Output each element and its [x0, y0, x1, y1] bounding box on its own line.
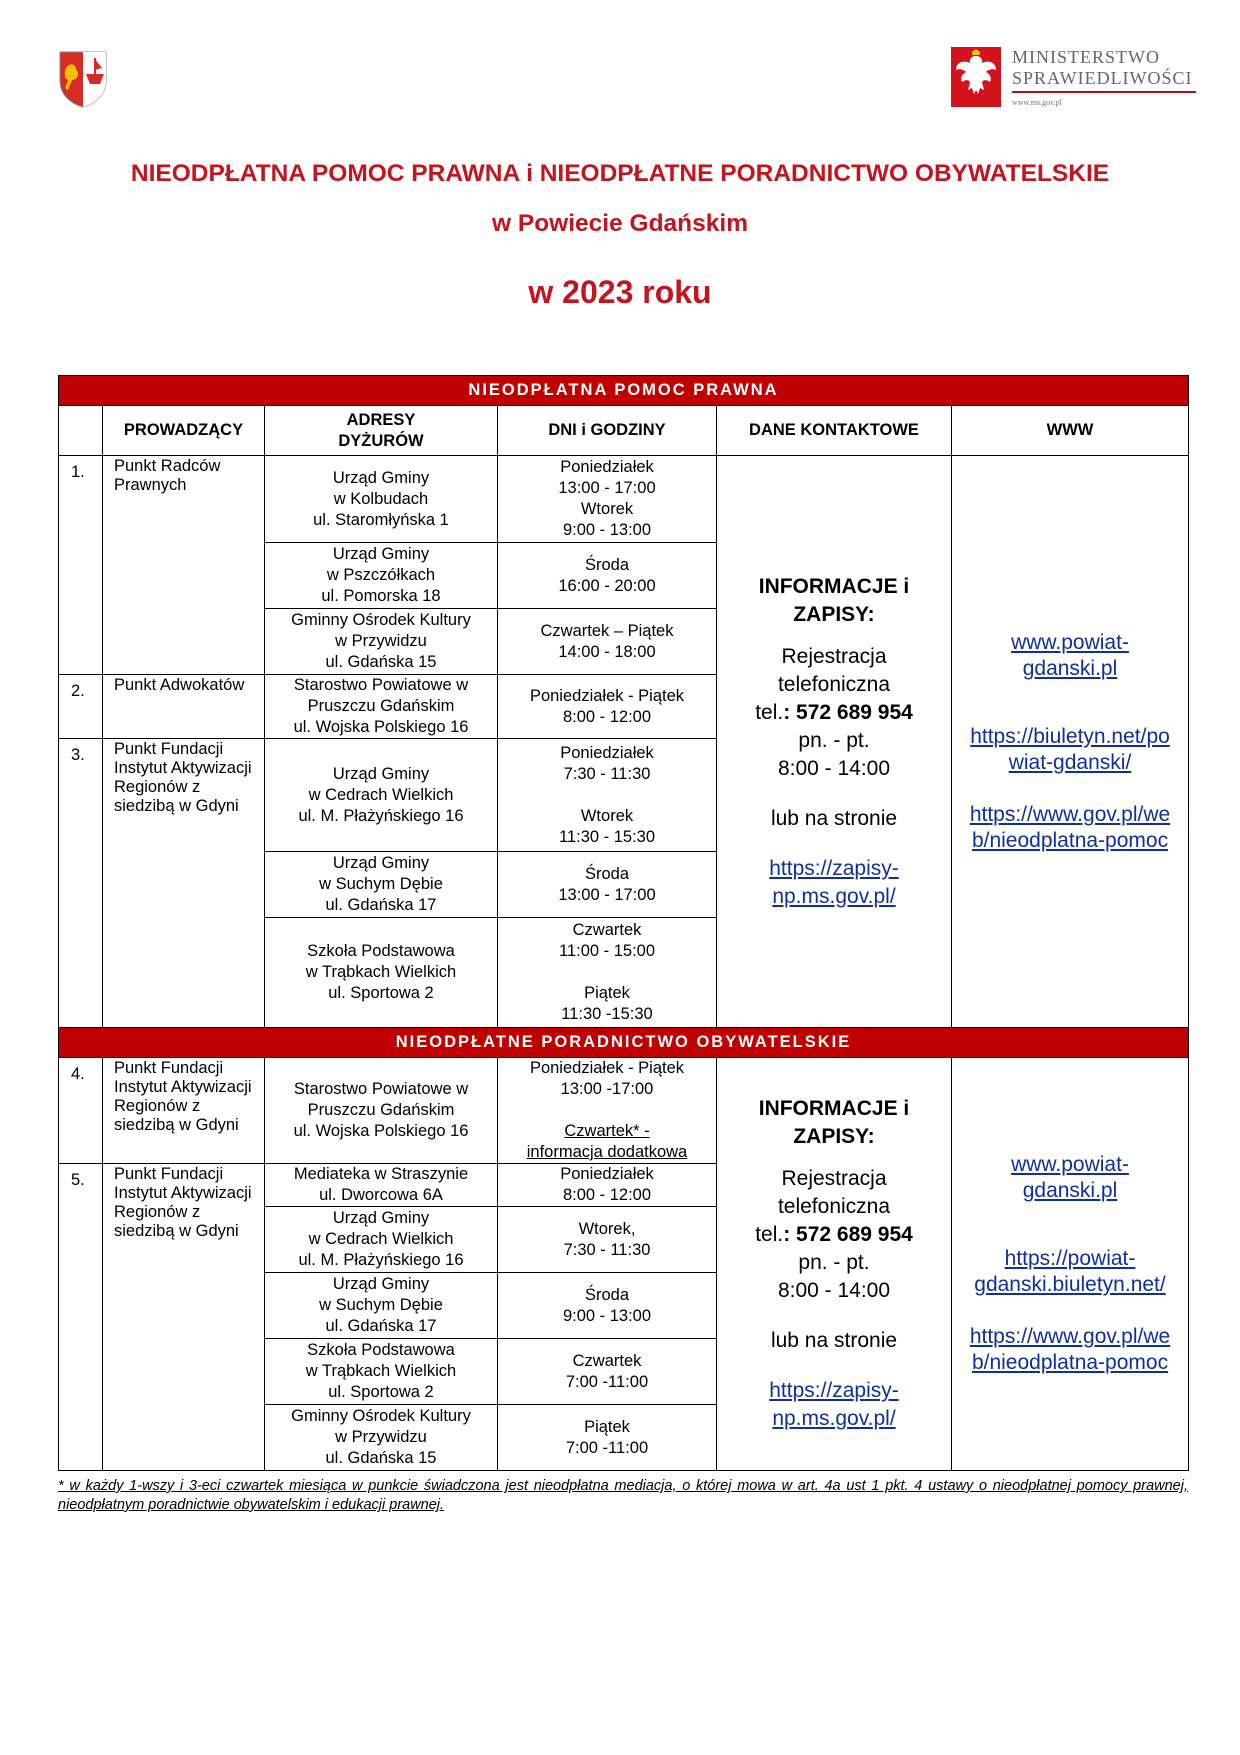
zapisy-link[interactable] [717, 1377, 951, 1433]
footnote: * w każdy 1-wszy i 3-eci czwartek miesiąca w punkcie świadczona jest nieodpłatna mediacja, o której mowa w art. 4a ust 1 pkt. 4 ustawy o nieodpłatnej pomocy prawnej, nieodpłatnym poradnictwie obywatelskim i edukacji prawnej. [58, 1478, 1188, 1513]
address-cell [265, 543, 498, 609]
address-line: Urząd Gminy [332, 1209, 430, 1227]
contact-registration-line2: telefoniczna [777, 672, 891, 696]
hours-cell [498, 1405, 717, 1471]
hours-cell [498, 739, 717, 852]
hours-cell [498, 852, 717, 918]
provider-cell [103, 1164, 265, 1471]
address-line: w Przywidzu [335, 632, 427, 650]
address-line: w Trąbkach Wielkich [305, 1362, 457, 1380]
hours-line: Piątek [584, 984, 630, 1002]
hours-line: Piątek [584, 1417, 630, 1436]
provider-line: Regionów z [114, 1203, 201, 1221]
address-line: w Trąbkach Wielkich [305, 963, 457, 981]
address-cell [265, 456, 498, 543]
provider-line: Punkt Fundacji [114, 740, 224, 758]
www-cell-legal-aid [952, 456, 1189, 1028]
hours-line: 11:00 - 15:00 [558, 942, 656, 960]
contact-time: 8:00 - 14:00 [777, 756, 891, 780]
provider-line: Punkt Radców [114, 457, 221, 475]
address-line: ul. Gdańska 17 [325, 896, 437, 914]
header-addresses [265, 406, 498, 456]
address-line: ul. Dworcowa 6A [319, 1186, 443, 1204]
contact-info-line1: INFORMACJE i [758, 574, 910, 598]
zapisy-link-line1: https://zapisy- [769, 856, 899, 880]
gov-pl-link[interactable] [952, 1324, 1188, 1376]
address-line: Urząd Gminy [332, 468, 430, 487]
hours-line: Poniedziałek [560, 458, 654, 476]
address-line: Pruszczu Gdańskim [307, 697, 455, 715]
row-number: 4. [59, 1058, 103, 1164]
hours-line: Poniedziałek [560, 743, 654, 762]
hours-cell [498, 918, 717, 1028]
hours-line: Wtorek [580, 500, 634, 518]
zapisy-link-line1: https://zapisy- [769, 1379, 899, 1402]
address-line: w Suchym Dębie [319, 1296, 443, 1314]
ministry-of-justice-logo [950, 46, 1200, 116]
address-cell [265, 1058, 498, 1164]
address-line: Mediateka w Straszynie [293, 1165, 469, 1183]
link-line: gdanski.pl [1022, 656, 1118, 680]
provider-line: siedzibą w Gdyni [114, 1222, 239, 1240]
hours-cell [498, 675, 717, 739]
ministry-name-line1: MINISTERSTWO [1012, 47, 1160, 67]
contact-registration-line2: telefoniczna [777, 1195, 891, 1218]
hours-cell [498, 456, 717, 543]
hours-line-note: Czwartek* - [564, 1122, 650, 1140]
table-header-row [59, 406, 1189, 456]
provider-line: Punkt Fundacji [114, 1059, 224, 1077]
contact-phone-number: : 572 689 954 [783, 1223, 913, 1246]
link-line: https://www.gov.pl/we [969, 1325, 1171, 1348]
provider-cell [103, 675, 265, 739]
header-contact: DANE KONTAKTOWE [717, 406, 952, 456]
table-row [59, 1058, 1189, 1164]
contact-info-line1: INFORMACJE i [758, 1097, 910, 1120]
hours-cell [498, 1273, 717, 1339]
page-title-line2: w Powiecie Gdańskim [492, 210, 748, 237]
table-row [59, 456, 1189, 543]
hours-cell [498, 1207, 717, 1273]
powiat-gdanski-link[interactable] [952, 630, 1188, 682]
address-line: w Kolbudach [333, 489, 429, 508]
address-cell [265, 852, 498, 918]
address-cell [265, 1273, 498, 1339]
address-line: ul. Staromłyńska 1 [313, 510, 449, 529]
provider-line: Punkt Fundacji [114, 1165, 224, 1183]
link-line: https://powiat- [1004, 1247, 1136, 1270]
hours-line: 11:30 - 15:30 [558, 827, 656, 846]
hours-line: 7:30 - 11:30 [563, 764, 651, 783]
county-coat-of-arms-logo [58, 50, 108, 108]
address-cell [265, 675, 498, 739]
zapisy-link-line2: np.ms.gov.pl/ [772, 1407, 896, 1430]
address-line: Gminny Ośrodek Kultury [291, 1407, 471, 1425]
ministry-red-rule [1012, 91, 1196, 93]
address-cell [265, 1164, 498, 1207]
provider-line: Prawnych [114, 476, 187, 494]
address-line: ul. Wojska Polskiego 16 [293, 718, 469, 736]
provider-cell [103, 1058, 265, 1164]
address-line: ul. Gdańska 17 [325, 1317, 437, 1335]
hours-line: Środa [584, 864, 630, 883]
address-cell [265, 1339, 498, 1405]
hours-line: Wtorek [580, 806, 634, 825]
hours-line: Wtorek, [578, 1219, 636, 1238]
header-provider: PROWADZĄCY [103, 406, 265, 456]
address-cell [265, 609, 498, 675]
link-line: gdanski.pl [1022, 1179, 1118, 1202]
hours-line: Poniedziałek - Piątek [529, 1059, 685, 1077]
contact-phone [717, 699, 951, 727]
hours-line: Środa [584, 555, 630, 574]
link-line: www.powiat- [1011, 630, 1129, 654]
address-line: ul. Sportowa 2 [328, 1383, 434, 1401]
row-number: 5. [59, 1164, 103, 1471]
address-line: Starostwo Powiatowe w [293, 1080, 469, 1098]
contact-time: 8:00 - 14:00 [777, 1279, 891, 1302]
address-cell [265, 1405, 498, 1471]
hours-line: 13:00 - 17:00 [558, 885, 656, 904]
biuletyn-link[interactable] [952, 724, 1188, 776]
address-line: ul. Gdańska 15 [325, 653, 437, 671]
provider-line: siedzibą w Gdyni [114, 1116, 239, 1134]
link-line: b/nieodplatna-pomoc [971, 1351, 1169, 1374]
zapisy-link[interactable] [717, 855, 951, 911]
hours-line: 9:00 - 13:00 [562, 521, 652, 539]
schedule-table [58, 375, 1189, 1471]
address-line: w Cedrach Wielkich [308, 785, 454, 804]
hours-line-note: informacja dodatkowa [526, 1143, 688, 1161]
ministry-url: www.ms.gov.pl [1012, 98, 1062, 107]
contact-or-website: lub na stronie [770, 1329, 898, 1352]
hours-cell [498, 1164, 717, 1207]
hours-cell [498, 1339, 717, 1405]
address-line: ul. M. Płażyńskiego 16 [298, 806, 464, 825]
hours-line: Czwartek [572, 921, 642, 939]
address-line: Pruszczu Gdańskim [307, 1101, 455, 1119]
hours-line: 8:00 - 12:00 [562, 1186, 652, 1204]
contact-phone-prefix: tel. [755, 1223, 784, 1246]
address-line: ul. Sportowa 2 [328, 984, 434, 1002]
row-number: 1. [59, 456, 103, 675]
address-line: Urząd Gminy [332, 545, 430, 563]
hours-line: Czwartek [572, 1351, 642, 1370]
hours-line: 8:00 - 12:00 [562, 707, 652, 726]
hours-line: Środa [584, 1285, 630, 1304]
link-line: https://www.gov.pl/we [969, 802, 1171, 826]
contact-cell-legal-aid [717, 456, 952, 1028]
address-cell [265, 739, 498, 852]
header-addresses-line1: ADRESY [346, 410, 416, 429]
contact-days: pn. - pt. [798, 728, 870, 752]
page-title-year: w 2023 roku [528, 274, 712, 310]
ministry-name-line2: SPRAWIEDLIWOŚCI [1012, 68, 1193, 88]
contact-phone [717, 1221, 951, 1249]
hours-line: Poniedziałek [560, 1165, 654, 1183]
provider-line: Instytut Aktywizacji [114, 759, 252, 777]
address-line: Urząd Gminy [332, 1275, 430, 1293]
address-line: Urząd Gminy [332, 854, 430, 872]
provider-line: Instytut Aktywizacji [114, 1078, 252, 1096]
provider-cell [103, 456, 265, 675]
address-line: ul. M. Płażyńskiego 16 [298, 1251, 464, 1269]
address-line: ul. Wojska Polskiego 16 [293, 1122, 469, 1140]
header-www: WWW [952, 406, 1189, 456]
link-line: b/nieodplatna-pomoc [971, 828, 1169, 852]
hours-line: 11:30 -15:30 [561, 1005, 653, 1023]
hours-line: 16:00 - 20:00 [558, 576, 656, 595]
link-line: wiat-gdanski/ [1008, 750, 1132, 774]
provider-line: Instytut Aktywizacji [114, 1184, 252, 1202]
address-line: w Pszczółkach [326, 566, 436, 584]
address-line: Gminny Ośrodek Kultury [291, 611, 471, 629]
link-line: gdanski.biuletyn.net/ [974, 1273, 1166, 1296]
hours-line: 13:00 - 17:00 [558, 479, 656, 497]
provider-line: siedzibą w Gdyni [114, 797, 239, 815]
contact-cell-civic-counseling [717, 1058, 952, 1471]
address-line: Urząd Gminy [332, 764, 430, 783]
hours-cell [498, 1058, 717, 1164]
hours-line: 13:00 -17:00 [560, 1080, 654, 1098]
provider-line: Punkt Adwokatów [114, 676, 245, 694]
contact-info-line2: ZAPISY: [793, 602, 875, 626]
provider-cell [103, 739, 265, 1028]
section-header-legal-aid: NIEODPŁATNA POMOC PRAWNA [59, 376, 1189, 406]
link-line: www.powiat- [1011, 1153, 1129, 1176]
address-cell [265, 918, 498, 1028]
biuletyn-link[interactable] [952, 1246, 1188, 1298]
hours-line: 7:30 - 11:30 [563, 1240, 651, 1259]
provider-line: Regionów z [114, 1097, 201, 1115]
contact-registration-line1: Rejestracja [781, 644, 887, 668]
contact-phone-number: : 572 689 954 [783, 700, 913, 724]
header-addresses-line2: DYŻURÓW [338, 431, 424, 450]
row-number: 3. [59, 739, 103, 1028]
header-number-cell [59, 406, 103, 456]
hours-cell [498, 543, 717, 609]
hours-line: 14:00 - 18:00 [558, 642, 656, 661]
www-cell-civic-counseling [952, 1058, 1189, 1471]
address-line: Szkoła Podstawowa [307, 1341, 455, 1359]
contact-phone-prefix: tel. [755, 700, 784, 724]
address-line: w Cedrach Wielkich [308, 1230, 454, 1248]
gov-pl-link[interactable] [952, 802, 1188, 854]
address-cell [265, 1207, 498, 1273]
hours-line: Poniedziałek - Piątek [529, 686, 685, 705]
provider-line: Regionów z [114, 778, 201, 796]
contact-or-website: lub na stronie [770, 806, 898, 830]
eagle-emblem-icon [950, 46, 1002, 108]
contact-registration-line1: Rejestracja [781, 1167, 887, 1190]
address-line: Szkoła Podstawowa [307, 942, 455, 960]
page-title-line1: NIEODPŁATNA POMOC PRAWNA i NIEODPŁATNE PORADNICTWO OBYWATELSKIE [130, 160, 1110, 187]
hours-line: 7:00 -11:00 [565, 1372, 649, 1391]
zapisy-link-line2: np.ms.gov.pl/ [772, 884, 896, 908]
hours-cell [498, 609, 717, 675]
section-header-civic-counseling: NIEODPŁATNE PORADNICTWO OBYWATELSKIE [59, 1028, 1189, 1058]
address-line: ul. Gdańska 15 [325, 1449, 437, 1467]
address-line: ul. Pomorska 18 [321, 587, 441, 605]
hours-line: 9:00 - 13:00 [562, 1306, 652, 1325]
contact-info-line2: ZAPISY: [793, 1125, 875, 1148]
address-line: w Przywidzu [335, 1428, 427, 1446]
header-days-hours: DNI i GODZINY [498, 406, 717, 456]
address-line: w Suchym Dębie [319, 875, 443, 893]
contact-days: pn. - pt. [798, 1251, 870, 1274]
powiat-gdanski-link[interactable] [952, 1152, 1188, 1204]
hours-line: 7:00 -11:00 [565, 1438, 649, 1457]
address-line: Starostwo Powiatowe w [293, 676, 469, 694]
row-number: 2. [59, 675, 103, 739]
hours-line: Czwartek – Piątek [540, 621, 674, 640]
link-line: https://biuletyn.net/po [970, 724, 1170, 748]
